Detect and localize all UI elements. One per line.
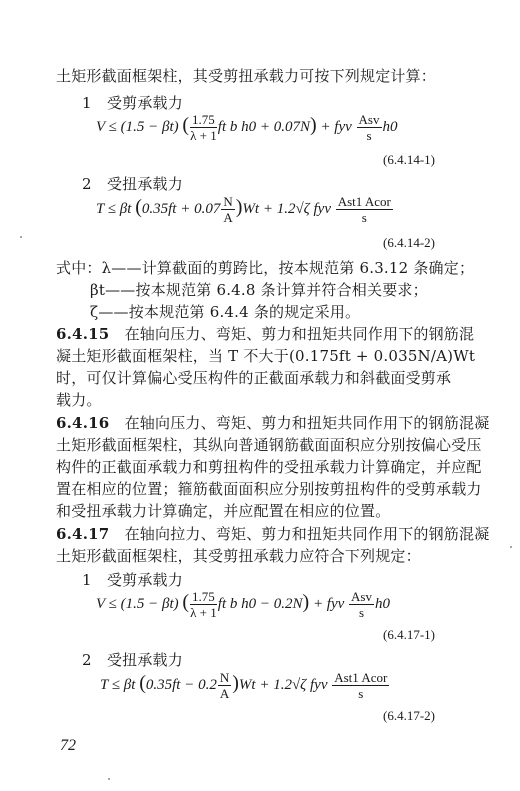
paragraph-line: 凝土矩形截面框架柱，当 T 不大于(0.175ft + 0.035N/A)Wt — [56, 347, 476, 365]
paragraph-line: 土矩形截面框架柱，其受剪扭承载力可按下列规定计算： — [56, 67, 437, 85]
subheading-torsion-capacity: 2 受扭承载力 — [82, 175, 183, 193]
symbol-definition: 式中：λ——计算截面的剪跨比，按本规范第 6.3.12 条确定； — [56, 259, 475, 277]
symbol-definition: βt——按本规范第 6.4.8 条计算并符合相关要求； — [90, 281, 428, 299]
paragraph-line: 构件的正截面承载力和剪扭构件的受扭承载力计算确定，并应配 — [56, 458, 482, 476]
formula-6-4-17-2: T ≤ βt (0.35ft − 0.2 $\frac{N}{A}$ )Wt + 1.2√ζ fyv $\frac{\text{Ast1 Acor}}{s}$ — [100, 670, 388, 701]
paragraph-line: 载力。 — [56, 391, 102, 409]
scan-speck — [20, 236, 22, 238]
fraction: $\frac{N}{A}$ — [219, 670, 230, 701]
formula-6-4-14-2: T ≤ βt (0.35ft + 0.07 $\frac{N}{A}$ )Wt + 1.2√ζ fyv $\frac{\text{Ast1 Acor}}{s}$ — [96, 194, 391, 225]
fraction: $\frac{1.75}{\lambda + 1}$ — [190, 112, 217, 143]
subheading-shear-capacity: 1 受剪承载力 — [82, 571, 183, 589]
formula-6-4-17-1: V ≤ (1.5 − βt) ( $\frac{1.75}{\lambda + 1}$ ft b h0 − 0.2N) + fyv $\frac{\text{Asv}}{s}$ h0 — [96, 589, 390, 620]
subheading-torsion-capacity: 2 受扭承载力 — [82, 651, 183, 669]
paragraph-line: 和受扭承载力计算确定，并应配置在相应的位置。 — [56, 502, 391, 520]
equation-number: (6.4.17-2) — [383, 708, 435, 723]
fraction: $\frac{1.75}{\lambda + 1}$ — [190, 589, 217, 620]
equation-number: (6.4.17-1) — [383, 627, 435, 642]
fraction: $\frac{\text{Ast1 Acor}}{s}$ — [334, 670, 388, 701]
paragraph-line: 土矩形截面框架柱，其纵向普通钢筋截面面积应分别按偏心受压 — [56, 436, 482, 454]
equation-number: (6.4.14-2) — [383, 235, 435, 250]
symbol-definition: ζ——按本规范第 6.4.4 条的规定采用。 — [90, 303, 361, 321]
paragraph-line: 土矩形截面框架柱，其受剪扭承载力应符合下列规定： — [56, 547, 421, 565]
scan-speck — [108, 778, 110, 780]
clause-6-4-15: 6.4.15 在轴向压力、弯矩、剪力和扭矩共同作用下的钢筋混 — [56, 325, 475, 343]
clause-6-4-17: 6.4.17 在轴向拉力、弯矩、剪力和扭矩共同作用下的钢筋混凝 — [56, 525, 490, 543]
page-number: 72 — [60, 737, 76, 754]
fraction: $\frac{N}{A}$ — [223, 194, 233, 225]
fraction: $\frac{\text{Asv}}{s}$ — [351, 589, 372, 620]
equation-number: (6.4.14-1) — [383, 152, 435, 167]
scan-speck — [510, 546, 512, 548]
formula-6-4-14-1: V ≤ (1.5 − βt) ( $\frac{1.75}{\lambda + 1}$ ft b h0 + 0.07N) + fyv $\frac{\text{Asv}}{s}$ h0 — [96, 112, 398, 143]
paragraph-line: 时，可仅计算偏心受压构件的正截面承载力和斜截面受剪承 — [56, 369, 452, 387]
fraction: $\frac{\text{Ast1 Acor}}{s}$ — [337, 194, 391, 225]
subheading-shear-capacity: 1 受剪承载力 — [82, 94, 183, 112]
clause-6-4-16: 6.4.16 在轴向压力、弯矩、剪力和扭矩共同作用下的钢筋混凝 — [56, 414, 490, 432]
paragraph-line: 置在相应的位置；箍筋截面面积应分别按剪扭构件的受剪承载力 — [56, 480, 482, 498]
fraction: $\frac{\text{Asv}}{s}$ — [358, 112, 380, 143]
